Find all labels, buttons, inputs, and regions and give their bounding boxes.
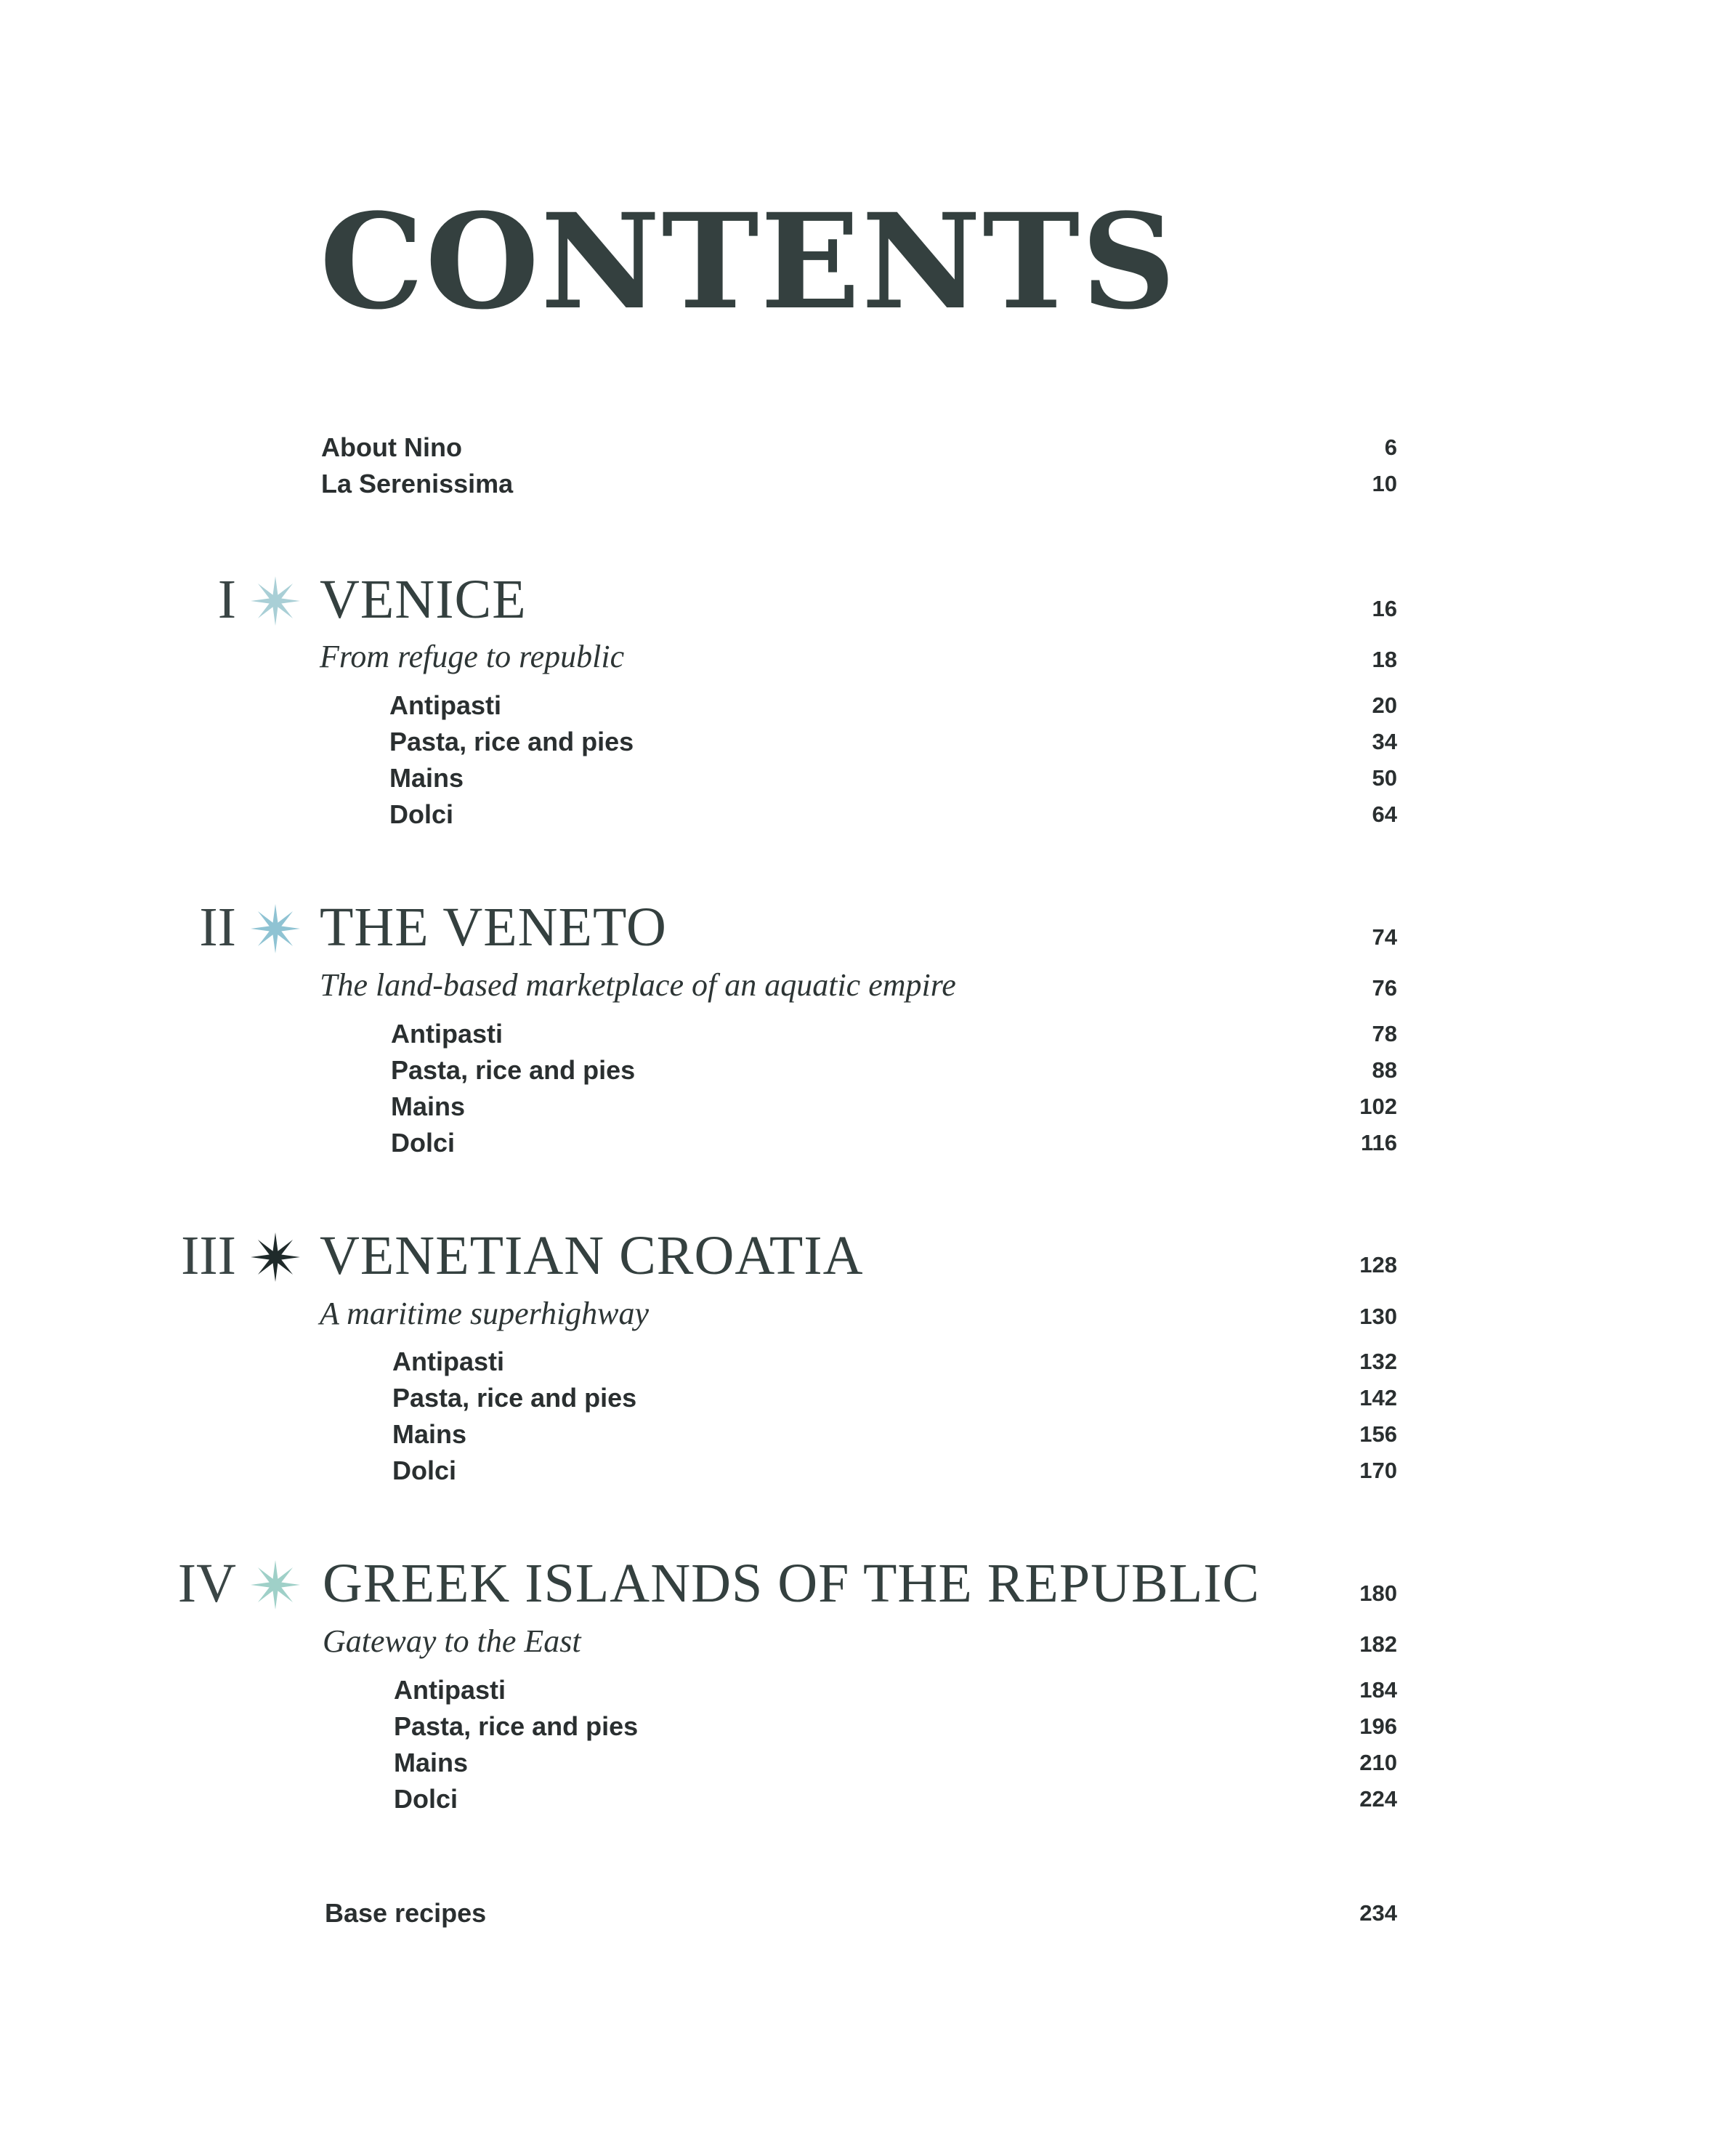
part-title-venetian-croatia[interactable]: VENETIAN CROATIA — [320, 1225, 864, 1286]
part-tagline[interactable]: From refuge to republic — [320, 639, 625, 674]
part-numeral: I — [217, 569, 236, 630]
page-number: 20 — [1372, 693, 1397, 718]
part-numeral: IV — [177, 1553, 236, 1614]
page-number: 16 — [1372, 596, 1397, 621]
toc-entry-pasta-rice-pies[interactable]: Pasta, rice and pies — [392, 1383, 637, 1413]
toc-entry-antipasti[interactable]: Antipasti — [391, 1019, 503, 1049]
toc-entry-base-recipes[interactable]: Base recipes — [325, 1898, 487, 1928]
page-number: 184 — [1359, 1677, 1397, 1703]
part-tagline[interactable]: A maritime superhighway — [320, 1296, 650, 1331]
toc-entry-mains[interactable]: Mains — [392, 1419, 467, 1449]
page-number: 170 — [1359, 1458, 1397, 1483]
part-tagline[interactable]: Gateway to the East — [323, 1623, 581, 1659]
eight-point-star-icon — [250, 903, 301, 954]
part-title-venice[interactable]: VENICE — [320, 569, 527, 630]
page-number: 180 — [1359, 1580, 1397, 1606]
eight-point-star-icon — [250, 576, 301, 626]
toc-entry-mains[interactable]: Mains — [391, 1091, 466, 1121]
page-number: 234 — [1359, 1900, 1397, 1926]
toc-entry-pasta-rice-pies[interactable]: Pasta, rice and pies — [391, 1055, 636, 1085]
page-number: 116 — [1360, 1130, 1397, 1155]
page-number: 76 — [1372, 975, 1397, 1001]
page-number: 102 — [1359, 1094, 1397, 1119]
toc-entry-dolci[interactable]: Dolci — [392, 1455, 457, 1485]
toc-entry-mains[interactable]: Mains — [389, 763, 464, 793]
page-number: 224 — [1359, 1786, 1397, 1812]
page-number: 196 — [1359, 1713, 1397, 1739]
page-number: 34 — [1372, 729, 1397, 754]
page-number: 88 — [1372, 1057, 1397, 1083]
toc-entry-antipasti[interactable]: Antipasti — [394, 1675, 506, 1705]
page-number: 10 — [1372, 471, 1397, 496]
part-title-greek-islands[interactable]: GREEK ISLANDS OF THE REPUBLIC — [323, 1553, 1261, 1614]
eight-point-star-icon — [250, 1232, 301, 1283]
toc-entry-about-nino[interactable]: About Nino — [321, 432, 462, 462]
toc-entry-dolci[interactable]: Dolci — [394, 1784, 458, 1814]
toc-entry-dolci[interactable]: Dolci — [389, 799, 454, 829]
page-number: 50 — [1372, 765, 1397, 791]
page-number: 182 — [1359, 1631, 1397, 1657]
toc-entry-mains[interactable]: Mains — [394, 1748, 469, 1777]
page-number: 64 — [1372, 802, 1397, 827]
part-title-veneto[interactable]: THE VENETO — [320, 897, 667, 958]
page-number: 6 — [1384, 435, 1397, 460]
page-number: 130 — [1359, 1304, 1397, 1329]
part-numeral: II — [199, 897, 236, 958]
part-numeral: III — [181, 1225, 236, 1286]
toc-entry-pasta-rice-pies[interactable]: Pasta, rice and pies — [394, 1711, 639, 1741]
page-title: CONTENTS — [320, 185, 1178, 339]
page-number: 156 — [1359, 1421, 1397, 1447]
page-number: 142 — [1359, 1385, 1397, 1410]
page-number: 74 — [1372, 924, 1397, 950]
toc-entry-dolci[interactable]: Dolci — [391, 1128, 456, 1158]
toc-entry-antipasti[interactable]: Antipasti — [389, 690, 502, 720]
page-number: 78 — [1372, 1021, 1397, 1046]
eight-point-star-icon — [250, 1559, 301, 1610]
toc-entry-la-serenissima[interactable]: La Serenissima — [321, 469, 514, 498]
toc-entry-antipasti[interactable]: Antipasti — [392, 1347, 505, 1376]
toc-entry-pasta-rice-pies[interactable]: Pasta, rice and pies — [389, 727, 634, 756]
part-tagline[interactable]: The land-based marketplace of an aquatic empire — [320, 967, 956, 1003]
page-number: 18 — [1372, 647, 1397, 672]
page-number: 132 — [1359, 1349, 1397, 1374]
page-number: 210 — [1359, 1750, 1397, 1775]
page-number: 128 — [1359, 1252, 1397, 1277]
